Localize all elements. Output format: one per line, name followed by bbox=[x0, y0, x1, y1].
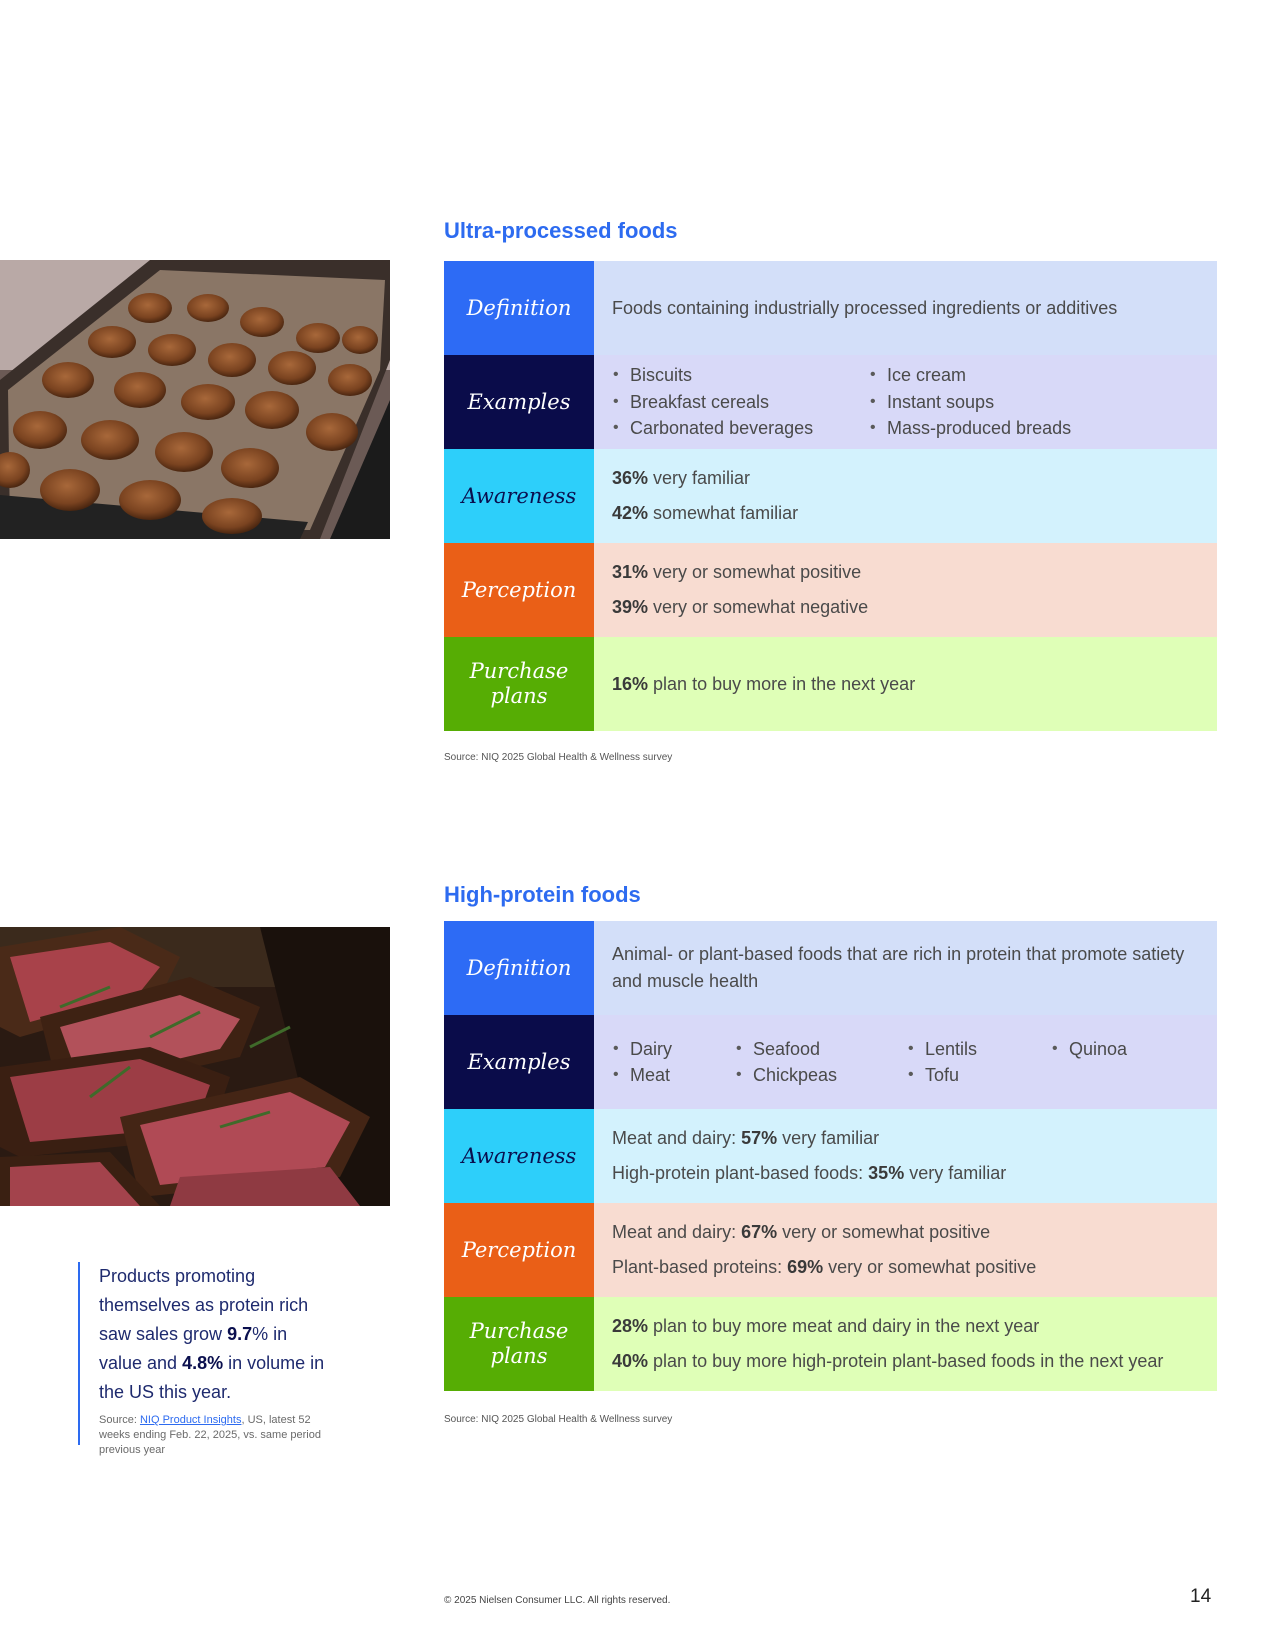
perception-label: Perception bbox=[444, 1203, 594, 1297]
perception-row bbox=[444, 1203, 1217, 1297]
perception-line-1 bbox=[612, 1219, 1199, 1246]
perception-row bbox=[444, 543, 1217, 637]
ultra-processed-table bbox=[444, 261, 1217, 731]
stat-text: very or somewhat positive bbox=[777, 1222, 991, 1242]
stat-value: 69% bbox=[787, 1257, 824, 1277]
stat-text: plan to buy more meat and dairy in the next year bbox=[648, 1316, 1040, 1336]
list-item: • Instant soups bbox=[869, 389, 1129, 416]
purchase-plans-label: Purchase plans bbox=[444, 1297, 594, 1391]
callout-text-part: in volume in the US this year. bbox=[99, 1353, 325, 1402]
stat-prefix: Meat and dairy: bbox=[612, 1222, 742, 1242]
callout-text-part: Products promoting themselves as protein rich saw sales grow bbox=[99, 1266, 309, 1344]
callout-text bbox=[99, 1262, 328, 1407]
awareness-cell bbox=[594, 1109, 1217, 1203]
definition-label: Definition bbox=[444, 261, 594, 355]
source-suffix: , US, latest 52 weeks ending Feb. 22, 2025, vs. same period previous year bbox=[99, 1414, 321, 1456]
list-item: • Seafood bbox=[735, 1036, 907, 1063]
stat-value: 36% bbox=[612, 468, 649, 488]
source-note-1: Source: NIQ 2025 Global Health & Wellness survey bbox=[444, 752, 673, 763]
list-item: • Ice cream bbox=[869, 362, 1129, 389]
definition-text-cell bbox=[594, 921, 1217, 1015]
high-protein-table bbox=[444, 921, 1217, 1391]
awareness-label: Awareness bbox=[444, 1109, 594, 1203]
perception-cell bbox=[594, 543, 1217, 637]
definition-text: Animal- or plant-based foods that are rich in protein that promote satiety and muscle health bbox=[612, 944, 1185, 991]
stat-value: 67% bbox=[741, 1222, 778, 1242]
stat-value: 31% bbox=[612, 562, 649, 582]
stat-text: plan to buy more high-protein plant-based foods in the next year bbox=[648, 1351, 1164, 1371]
examples-row bbox=[444, 1015, 1217, 1109]
stat-prefix: Meat and dairy: bbox=[612, 1128, 742, 1148]
examples-cell bbox=[594, 1015, 1217, 1109]
examples-list bbox=[612, 1036, 1199, 1089]
list-item: • Tofu bbox=[907, 1062, 1051, 1089]
list-item: • Dairy bbox=[612, 1036, 735, 1063]
copyright-footer: © 2025 Nielsen Consumer LLC. All rights reserved. bbox=[444, 1595, 671, 1606]
purchase-plans-row bbox=[444, 1297, 1217, 1391]
list-item: • Carbonated beverages bbox=[612, 415, 869, 442]
examples-cell bbox=[594, 355, 1217, 449]
callout-stat-value: 4.8% bbox=[182, 1353, 224, 1373]
list-item: • Meat bbox=[612, 1062, 735, 1089]
definition-label: Definition bbox=[444, 921, 594, 1015]
stat-value: 40% bbox=[612, 1351, 649, 1371]
examples-row bbox=[444, 355, 1217, 449]
stat-text: very or somewhat positive bbox=[823, 1257, 1037, 1277]
stat-prefix: High-protein plant-based foods: bbox=[612, 1163, 869, 1183]
stat-value: 16% bbox=[612, 673, 649, 694]
stat-value: 39% bbox=[612, 597, 649, 617]
perception-cell bbox=[594, 1203, 1217, 1297]
stat-text: very familiar bbox=[648, 468, 751, 488]
callout-text-part: % in value and bbox=[99, 1324, 288, 1373]
stat-text: somewhat familiar bbox=[648, 503, 799, 523]
list-item: • Breakfast cereals bbox=[612, 389, 869, 416]
purchase-line-2 bbox=[612, 1348, 1199, 1375]
niq-product-insights-link[interactable]: NIQ Product Insights bbox=[139, 1414, 242, 1426]
perception-line-2 bbox=[612, 1254, 1199, 1281]
stat-text: very familiar bbox=[904, 1163, 1007, 1183]
definition-text: Foods containing industrially processed ingredients or additives bbox=[612, 297, 1118, 318]
examples-label: Examples bbox=[444, 355, 594, 449]
stat-text: very or somewhat positive bbox=[648, 562, 862, 582]
list-item: • Quinoa bbox=[1051, 1036, 1171, 1063]
awareness-label: Awareness bbox=[444, 449, 594, 543]
stat-prefix: Plant-based proteins: bbox=[612, 1257, 788, 1277]
definition-text-cell bbox=[594, 261, 1217, 355]
list-item: • Biscuits bbox=[612, 362, 869, 389]
stat-value: 28% bbox=[612, 1316, 649, 1336]
stat-text: very or somewhat negative bbox=[648, 597, 869, 617]
purchase-plans-cell bbox=[594, 1297, 1217, 1391]
perception-label: Perception bbox=[444, 543, 594, 637]
definition-row bbox=[444, 261, 1217, 355]
awareness-row bbox=[444, 1109, 1217, 1203]
awareness-row bbox=[444, 449, 1217, 543]
perception-line-2 bbox=[612, 594, 1199, 621]
purchase-plans-row bbox=[444, 637, 1217, 731]
awareness-line-2 bbox=[612, 500, 1199, 527]
list-item: • Lentils bbox=[907, 1036, 1051, 1063]
stat-text: plan to buy more in the next year bbox=[648, 673, 916, 694]
section-title-ultra-processed: Ultra-processed foods bbox=[444, 218, 678, 243]
stat-value: 57% bbox=[741, 1128, 778, 1148]
cookies-photo bbox=[0, 260, 390, 539]
purchase-plans-label: Purchase plans bbox=[444, 637, 594, 731]
list-item: • Chickpeas bbox=[735, 1062, 907, 1089]
purchase-line-1 bbox=[612, 1313, 1199, 1340]
page-number: 14 bbox=[1190, 1586, 1212, 1607]
protein-sales-callout bbox=[78, 1262, 328, 1456]
stat-value: 42% bbox=[612, 503, 649, 523]
steak-photo bbox=[0, 927, 390, 1206]
callout-source bbox=[99, 1413, 328, 1458]
definition-row bbox=[444, 921, 1217, 1015]
list-item: • Mass-produced breads bbox=[869, 415, 1129, 442]
awareness-line-2 bbox=[612, 1160, 1199, 1187]
perception-line-1 bbox=[612, 559, 1199, 586]
awareness-cell bbox=[594, 449, 1217, 543]
awareness-line-1 bbox=[612, 465, 1199, 492]
examples-list bbox=[612, 362, 1199, 442]
source-note-2: Source: NIQ 2025 Global Health & Wellness survey bbox=[444, 1414, 673, 1425]
callout-stat-value: 9.7 bbox=[227, 1324, 253, 1344]
stat-text: very familiar bbox=[777, 1128, 880, 1148]
section-title-high-protein: High-protein foods bbox=[444, 882, 641, 907]
awareness-line-1 bbox=[612, 1125, 1199, 1152]
purchase-plans-cell bbox=[594, 637, 1217, 731]
examples-label: Examples bbox=[444, 1015, 594, 1109]
purchase-line-1 bbox=[612, 671, 1199, 698]
stat-value: 35% bbox=[868, 1163, 905, 1183]
source-prefix: Source: bbox=[99, 1414, 140, 1426]
